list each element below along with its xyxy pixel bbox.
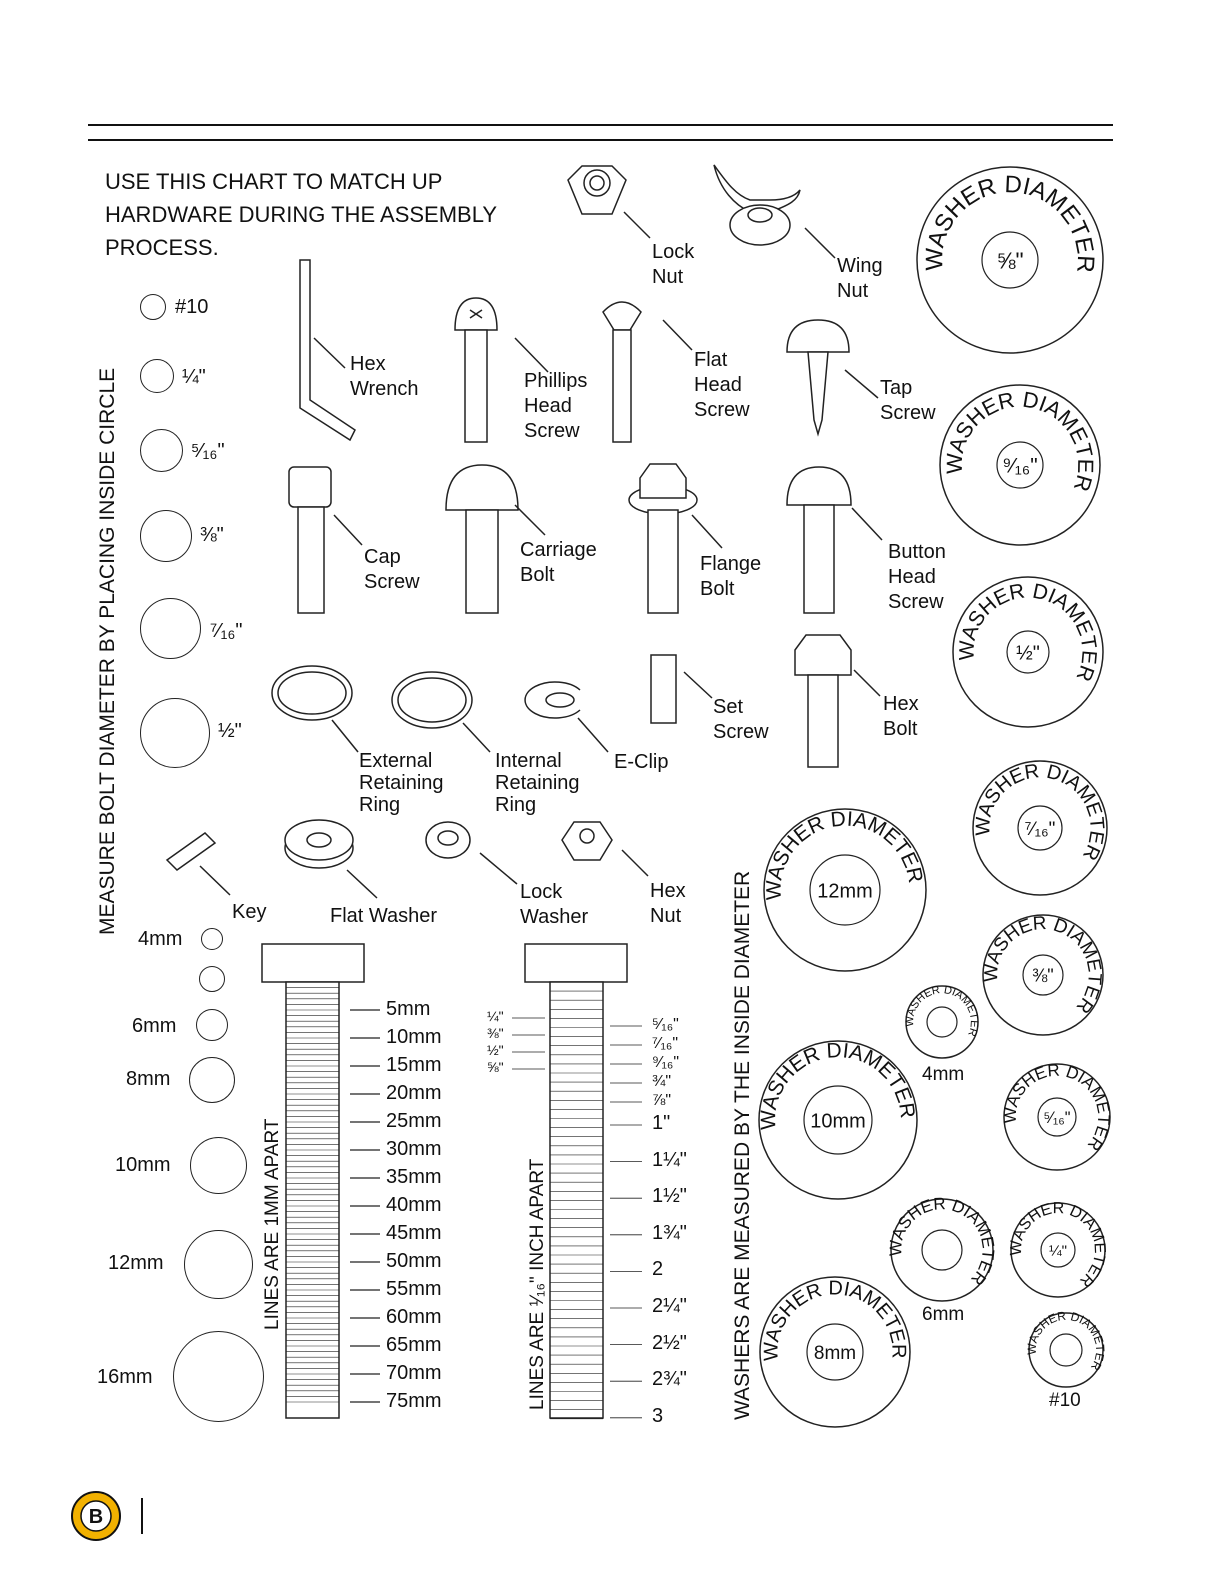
washer-size: ⁹⁄₁₆" [1002,454,1038,478]
mm-ruler-title: LINES ARE 1MM APART [262,1118,283,1330]
washer-diagram [1001,1061,1114,1170]
mm-ruler-label: 35mm [386,1166,442,1188]
mm-ruler-label: 60mm [386,1306,442,1328]
washer-size: ¼" [1048,1242,1068,1260]
inch-ruler-label: 1¾" [652,1221,687,1244]
mm-ruler-label: 10mm [386,1026,442,1048]
mm-circle-label: 4mm [138,928,183,950]
inch-ruler-label: 2¼" [652,1295,687,1317]
bolt-circle-label: ½" [218,720,242,742]
washer-size: 10mm [810,1110,866,1133]
bolt-circle-label: ⁵⁄₁₆" [191,440,225,462]
inch-ruler-label: ⁹⁄₁₆" [652,1054,680,1071]
mm-ruler-label: 25mm [386,1110,442,1132]
washer-diagram [1025,1309,1107,1387]
carriage-bolt-label: Carriage Bolt [520,539,597,586]
washer-caption: WASHER DIAMETER [1000,1060,1114,1155]
svg-text:B: B [88,1506,104,1528]
washer-size: 8mm [813,1343,857,1364]
key-label: Key [232,901,267,923]
washer-diagram [1008,1200,1108,1297]
washer-size: 12mm [817,880,873,903]
washer-size-label: 4mm [922,1064,965,1085]
intro-line: USE THIS CHART TO MATCH UP [105,169,443,194]
mm-ruler-label: 75mm [386,1390,442,1412]
washer-diagram [760,1277,910,1427]
washer-caption: WASHER DIAMETER [941,386,1099,495]
hex-wrench-label: Hex Wrench [350,353,419,400]
mm-circle-label: 6mm [132,1015,177,1037]
button-head-screw-label: Button Head Screw [888,541,946,613]
intro-line: HARDWARE DURING THE ASSEMBLY [105,202,497,227]
brand-logo [70,1490,160,1550]
washer-caption: WASHER DIAMETER [981,912,1105,1018]
bolt-circle-label: ⁷⁄₁₆" [210,620,243,642]
inch-ruler-label: 2½" [652,1331,687,1354]
washer-size: ½" [1016,642,1040,665]
e-clip-label: E-Clip [614,751,669,773]
inch-ruler-label: ⁷⁄₁₆" [652,1035,678,1052]
washer-caption: WASHER DIAMETER [886,1194,998,1289]
inch-ruler-label: ¾" [652,1073,672,1090]
mm-ruler-label: 40mm [386,1194,442,1216]
washer-caption: WASHER DIAMETER [760,1277,910,1362]
mm-circle-label: 16mm [97,1366,153,1388]
flange-bolt-label: Flange Bolt [700,553,762,600]
inch-ruler-label: ½" [487,1042,504,1058]
washer-size-label: #10 [1049,1390,1081,1411]
washer-caption: WASHER DIAMETER [1007,1200,1109,1291]
inch-ruler-label: ⁵⁄₁₆" [652,1016,679,1033]
lock-washer-label: Lock Washer [520,881,589,928]
washer-diagram [886,1194,998,1301]
washer-diagram [763,807,927,971]
washer-caption: WASHER DIAMETER [955,579,1101,685]
washer-caption: WASHER DIAMETER [972,760,1108,864]
inch-ruler-label: ¼" [487,1008,504,1024]
washer-diagram [981,913,1105,1035]
hex-nut-label: Hex Nut [650,880,686,927]
inch-ruler-label: 1½" [652,1185,687,1208]
mm-ruler-label: 30mm [386,1138,442,1160]
bolt-measure-title: MEASURE BOLT DIAMETER BY PLACING INSIDE CIRCLE [96,367,119,935]
mm-ruler-label: 5mm [386,998,431,1020]
tap-screw-label: Tap Screw [880,377,936,424]
inch-ruler-label: 3 [652,1404,664,1427]
wing-nut-label: Wing Nut [837,255,883,302]
mm-ruler-label: 50mm [386,1250,442,1272]
hex-bolt-label: Hex Bolt [883,693,919,740]
inch-ruler-label: 2¾" [652,1368,687,1391]
mm-ruler-label: 45mm [386,1222,442,1244]
external-ring-label: External Retaining Ring [359,750,444,816]
inch-ruler-label: 1" [652,1112,671,1134]
inch-ruler-label: 2 [652,1258,664,1281]
inch-ruler-label: ⅜" [487,1025,504,1041]
washer-size: ⁵⁄₁₆" [1043,1108,1071,1127]
washer-caption: WASHER DIAMETER [757,1038,920,1130]
washer-caption: WASHER DIAMETER [904,984,980,1038]
mm-ruler-label: 55mm [386,1278,442,1300]
washer-caption: WASHER DIAMETER [762,807,928,901]
inch-ruler-label: ⅞" [652,1092,672,1109]
internal-ring-label: Internal Retaining Ring [495,750,580,816]
mm-circle-label: 8mm [126,1068,171,1090]
bolt-circle-label: ¼" [182,366,206,388]
washer-diagram [904,984,980,1058]
washer-diagram [940,385,1100,545]
mm-circle-label: 12mm [108,1252,164,1274]
washer-caption: WASHER DIAMETER [1024,1308,1108,1373]
inch-ruler-title: LINES ARE ¹⁄₁₆" INCH APART [527,1158,548,1410]
inch-ruler-label: 1¼" [652,1148,687,1171]
washer-caption: WASHER DIAMETER [921,171,1100,274]
washer-diagram [972,760,1107,895]
mm-circle-label: 10mm [115,1154,171,1176]
washer-diagram [953,577,1103,727]
mm-ruler-label: 70mm [386,1362,442,1384]
lock-nut-label: Lock Nut [652,241,695,288]
mm-ruler-label: 20mm [386,1082,442,1104]
mm-ruler-label: 65mm [386,1334,442,1356]
bolt-circle-label: ⅜" [200,524,224,546]
flat-head-screw-label: Flat Head Screw [694,349,750,421]
washer-diagram [757,1039,919,1199]
flat-washer-label: Flat Washer [330,905,438,927]
bolt-circle-label: #10 [175,296,209,318]
washer-size: ⅜" [1032,965,1054,986]
washer-size-label: 6mm [922,1304,965,1325]
cap-screw-label: Cap Screw [364,546,420,593]
mm-ruler-label: 15mm [386,1054,442,1076]
inch-ruler-label: ⅝" [487,1059,504,1075]
washer-size: ⁷⁄₁₆" [1024,819,1056,840]
phillips-screw-label: Phillips Head Screw [524,370,588,442]
washer-size: ⅝" [996,247,1024,274]
washer-diagram [917,167,1103,353]
set-screw-label: Set Screw [713,696,769,743]
washer-measure-title: WASHERS ARE MEASURED BY THE INSIDE DIAMETER [731,870,754,1420]
intro-line: PROCESS. [105,235,219,260]
